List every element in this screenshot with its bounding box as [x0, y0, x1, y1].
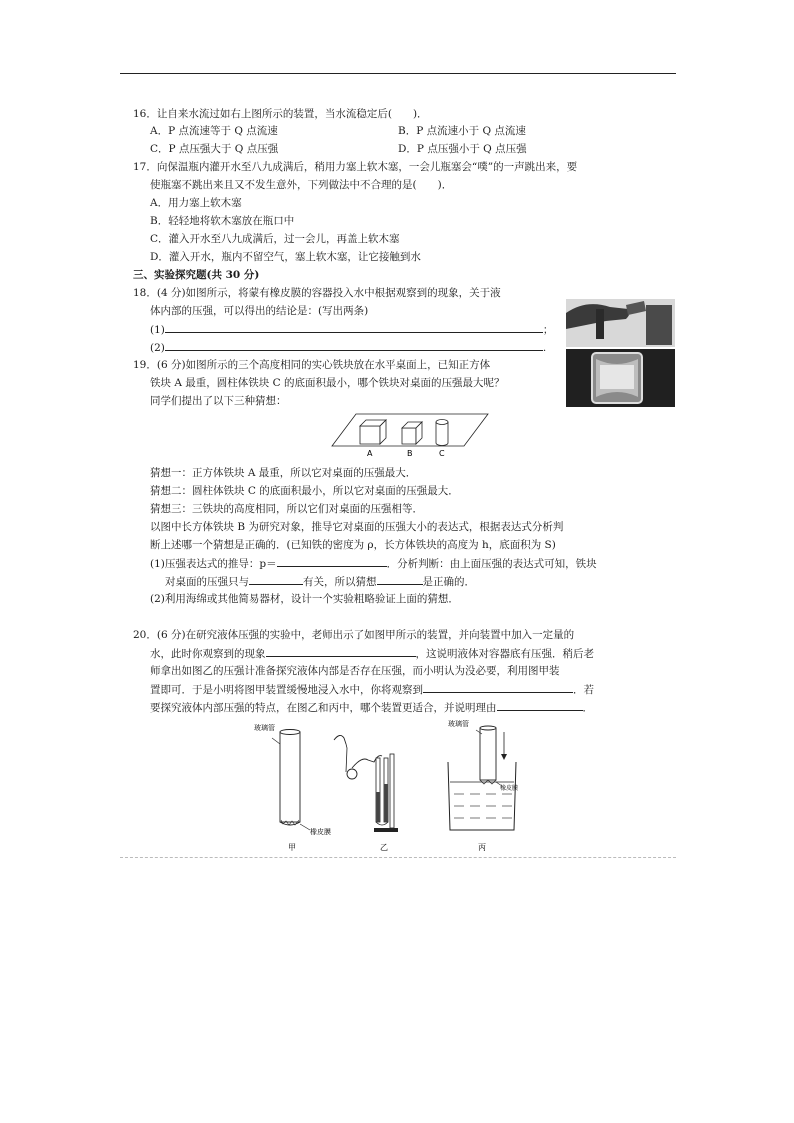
q18-answer-2-label: (2)	[150, 342, 165, 354]
jia-tube-label: 玻璃管	[254, 724, 275, 732]
q19-stem-line2: 铁块 A 最重，圆柱体铁块 C 的底面积最小，哪个铁块对桌面的压强最大呢？	[150, 377, 505, 389]
q20-reason-blank[interactable]	[497, 700, 583, 711]
q19-item-1-text-e: 是正确的．	[422, 576, 475, 588]
q17-stem-line2: 使瓶塞不跳出来且又不发生意外，下列做法中不合理的是( )．	[150, 179, 453, 191]
q19-iron-blocks-figure	[330, 410, 490, 458]
q20-line2-text-b: ，这说明液体对容器底有压强．稍后老	[415, 648, 594, 660]
q20-line1: 20．(6 分)在研究液体压强的实验中，老师出示了如图甲所示的装置，并向装置中加入一定量的	[133, 629, 575, 641]
block-c-label: C	[439, 449, 445, 458]
q20-line3: 师拿出如图乙的压强计准备探究液体内部是否存在压强，而小明认为没必要，利用图甲装	[150, 665, 560, 677]
q20-line5-text-b: ．	[582, 702, 593, 714]
q17-option-d: D．灌入开水，瓶内不留空气，塞上软木塞，让它接触到水	[150, 251, 421, 263]
caption-bing: 丙	[478, 843, 486, 852]
q19-para-line1: 以图中长方体铁块 B 为研究对象，推导它对桌面的压强大小的表达式，根据表达式分析判	[150, 521, 564, 533]
q20-line5	[150, 700, 593, 715]
q19-stem-line3: 同学们提出了以下三种猜想：	[150, 395, 287, 407]
q19-guess-2: 猜想二：圆柱体铁块 C 的底面积最小，所以它对桌面的压强最大．	[150, 485, 459, 497]
q19-item-1-text-c: 对桌面的压强只与	[165, 576, 249, 588]
q19-item-1-text-b: ．分析判断：由上面压强的表达式可知，铁块	[386, 558, 597, 570]
q19-stem-line1: 19．(6 分)如图所示的三个高度相同的实心铁块放在水平桌面上，已知正方体	[133, 359, 491, 371]
caption-yi: 乙	[380, 843, 388, 852]
block-a-label: A	[367, 449, 373, 458]
q19-factor-blank[interactable]	[249, 574, 303, 585]
q18-answer-1-blank[interactable]	[165, 322, 543, 333]
q18-answer-1-end: ；	[542, 324, 554, 336]
q16-stem: 16．让自来水流过如右上图所示的装置，当水流稳定后( )．	[133, 108, 428, 120]
q19-item-1-cont	[165, 574, 475, 589]
figure-bing	[448, 719, 518, 852]
q19-item-1-text-d: 有关，所以猜想	[303, 576, 377, 588]
bottom-rule	[120, 857, 676, 858]
q18-stem-line2: 体内部的压强，可以得出的结论是：(写出两条)	[150, 305, 369, 317]
q19-formula-blank[interactable]	[277, 556, 387, 567]
q20-phenomenon-blank[interactable]	[266, 646, 416, 657]
bing-tube-label: 玻璃管	[448, 720, 469, 728]
q20-line2-text-a: 水，此时你观察到的现象	[150, 648, 266, 660]
q18-photo-illustration	[566, 299, 675, 407]
caption-jia: 甲	[288, 843, 296, 852]
q17-option-a: A．用力塞上软木塞	[150, 197, 242, 209]
q20-line4-text-b: ．若	[573, 684, 594, 696]
q20-line2	[150, 646, 594, 661]
q18-answer-2	[150, 340, 546, 355]
top-rule	[120, 73, 676, 74]
bing-film-label: 橡皮膜	[500, 785, 519, 792]
q20-observe-blank[interactable]	[423, 682, 573, 693]
q19-item-1-text-a: (1)压强表达式的推导：p＝	[150, 558, 277, 570]
block-b-label: B	[407, 449, 413, 458]
q19-guess-blank[interactable]	[377, 574, 423, 585]
q18-answer-2-blank[interactable]	[165, 340, 543, 351]
figure-yi	[334, 735, 398, 852]
q20-line4-text-a: 置即可．于是小明将图甲装置缓慢地浸入水中，你将观察到	[150, 684, 423, 696]
q18-photo	[566, 299, 675, 407]
q16-option-d: D．P 点压强小于 Q 点压强	[398, 143, 527, 155]
q18-answer-1	[150, 322, 553, 337]
q17-option-c: C．灌入开水至八九成满后，过一会儿，再盖上软木塞	[150, 233, 400, 245]
q19-guess-3: 猜想三：三铁块的高度相同，所以它们对桌面的压强相等．	[150, 503, 423, 515]
q19-item-2: (2)利用海绵或其他简易器材，设计一个实验粗略验证上面的猜想．	[150, 593, 459, 605]
q18-stem-line1: 18．(4 分)如图所示，将蒙有橡皮膜的容器投入水中根据观察到的现象，关于液	[133, 287, 501, 299]
q18-answer-1-label: (1)	[150, 324, 165, 336]
q19-guess-1: 猜想一：正方体铁块 A 最重，所以它对桌面的压强最大．	[150, 467, 417, 479]
q16-option-b: B．P 点流速小于 Q 点流速	[398, 125, 526, 137]
q19-para-line2: 断上述哪一个猜想是正确的．(已知铁的密度为 ρ，长方体铁块的高度为 h，底面积为 S)	[150, 539, 556, 551]
q17-stem-line1: 17．向保温瓶内灌开水至八九成满后，稍用力塞上软木塞，一会儿瓶塞会“噗”的一声跳出来，要	[133, 161, 578, 173]
jia-film-label: 橡皮膜	[310, 828, 331, 836]
q20-line5-text-a: 要探究液体内部压强的特点，在图乙和丙中，哪个装置更适合，并说明理由	[150, 702, 497, 714]
figure-jia	[254, 723, 331, 852]
q19-item-1	[150, 556, 597, 571]
section-title: 三、实验探究题(共 30 分)	[133, 269, 260, 281]
q20-apparatus-figure	[250, 718, 530, 854]
q17-option-b: B．轻轻地将软木塞放在瓶口中	[150, 215, 295, 227]
q16-option-a: A．P 点流速等于 Q 点流速	[150, 125, 278, 137]
q18-answer-2-end: .	[542, 342, 547, 354]
q16-option-c: C．P 点压强大于 Q 点压强	[150, 143, 279, 155]
q20-line4	[150, 682, 594, 697]
